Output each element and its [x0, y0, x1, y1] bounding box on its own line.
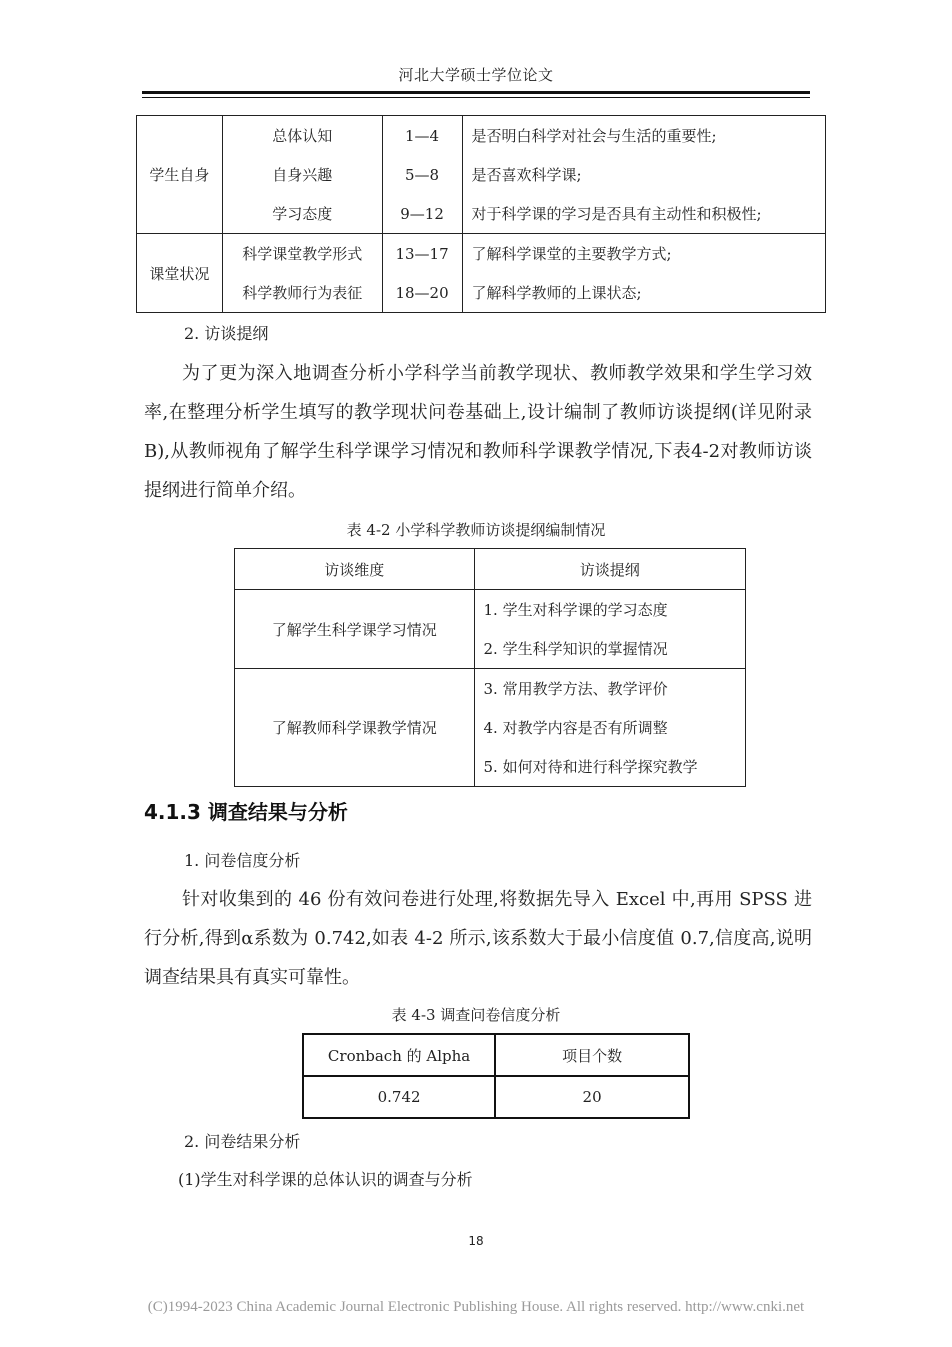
results-subsection-1: (1)学生对科学课的总体认识的调查与分析 — [178, 1170, 473, 1189]
paragraph-text: 为了更为深入地调查分析小学科学当前教学现状、教师教学效果和学生学习效率,在整理分析学生填写的教学现状问卷基础上,设计编制了教师访谈提纲(详见附录B),从教师视角了解学生科学课学习情况和教师科学课教学情况,下表4-2对教师访谈提纲进行简单介绍。 — [144, 363, 812, 501]
table-cell: 对于科学课的学习是否具有主动性和积极性; — [462, 194, 825, 234]
interview-outline-heading: 2. 访谈提纲 — [184, 324, 269, 343]
table-cell: 18—20 — [382, 273, 462, 313]
table-cell: 是否喜欢科学课; — [462, 155, 825, 194]
table-cell: 总体认知 — [222, 116, 382, 156]
table-cell: 了解学生科学课学习情况 — [235, 590, 475, 669]
reliability-subheading: 1. 问卷信度分析 — [184, 851, 301, 870]
table-cell: 3. 常用教学方法、教学评价 — [474, 669, 746, 709]
header-rule-thick — [142, 91, 810, 94]
table-cell: 4. 对教学内容是否有所调整 — [474, 708, 746, 747]
table-cell: 课堂状况 — [137, 234, 223, 313]
interview-paragraph — [144, 354, 812, 510]
table-cell: 13—17 — [382, 234, 462, 274]
table-cell: 是否明白科学对社会与生活的重要性; — [462, 116, 825, 156]
table-cell: 5. 如何对待和进行科学探究教学 — [474, 747, 746, 787]
table-header-cell: 访谈提纲 — [474, 549, 746, 590]
table-cell: 1—4 — [382, 116, 462, 156]
table-cell: 学生自身 — [137, 116, 223, 234]
table-header-cell: 项目个数 — [495, 1034, 689, 1076]
questionnaire-structure-table — [136, 115, 826, 313]
copyright-footer: (C)1994-2023 China Academic Journal Electronic Publishing House. All rights reserved. http://www.cnki.net — [147, 1299, 805, 1315]
running-header: 河北大学硕士学位论文 — [398, 66, 554, 84]
table-cell: 1. 学生对科学课的学习态度 — [474, 590, 746, 630]
table-cell: 学习态度 — [222, 194, 382, 234]
table-cell: 科学教师行为表征 — [222, 273, 382, 313]
header-rule-thin — [142, 97, 810, 98]
table-cell: 了解科学课堂的主要教学方式; — [462, 234, 825, 274]
table-cell: 20 — [495, 1076, 689, 1118]
table-cell: 2. 学生科学知识的掌握情况 — [474, 629, 746, 669]
table-cell: 了解科学教师的上课状态; — [462, 273, 825, 313]
table-cell: 自身兴趣 — [222, 155, 382, 194]
paragraph-text: 针对收集到的 46 份有效问卷进行处理,将数据先导入 Excel 中,再用 SPSS 进行分析,得到α系数为 0.742,如表 4-2 所示,该系数大于最小信度值 0.7,信度高,说明调查结果具有真实可靠性。 — [144, 889, 812, 988]
table-4-3-caption: 表 4-3 调查问卷信度分析 — [391, 1006, 561, 1024]
reliability-table — [302, 1033, 690, 1119]
table-cell: 了解教师科学课教学情况 — [235, 669, 475, 787]
table-header-cell: Cronbach 的 Alpha — [303, 1034, 495, 1076]
table-cell: 9—12 — [382, 194, 462, 234]
table-cell: 科学课堂教学形式 — [222, 234, 382, 274]
reliability-paragraph — [144, 880, 812, 997]
results-subheading: 2. 问卷结果分析 — [184, 1132, 301, 1151]
table-cell: 5—8 — [382, 155, 462, 194]
interview-outline-table — [234, 548, 746, 787]
page-number: 18 — [468, 1234, 484, 1248]
table-header-cell: 访谈维度 — [235, 549, 475, 590]
section-heading-4-1-3: 4.1.3 调查结果与分析 — [144, 800, 348, 824]
table-4-2-caption: 表 4-2 小学科学教师访谈提纲编制情况 — [346, 521, 606, 539]
table-cell: 0.742 — [303, 1076, 495, 1118]
